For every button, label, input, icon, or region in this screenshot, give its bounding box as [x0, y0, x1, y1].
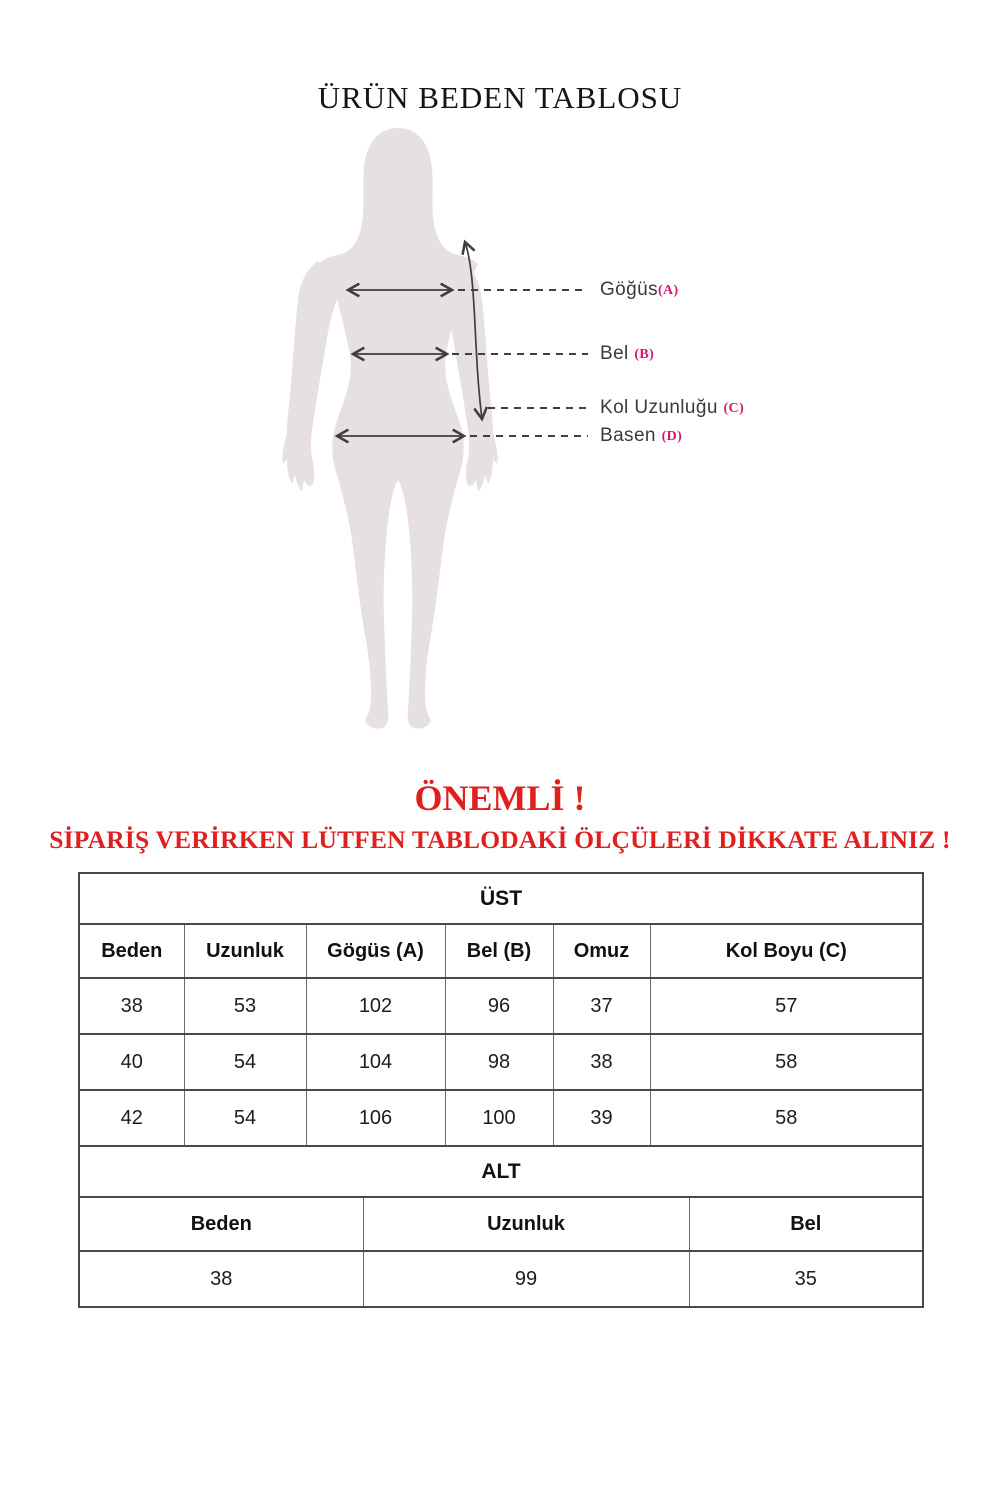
lower-size-table — [78, 1145, 924, 1308]
table-cell: 53 — [184, 978, 306, 1034]
column-header: Bel — [689, 1197, 923, 1251]
label-gogus-letter: (A) — [657, 283, 679, 298]
label-basen-text: Basen — [600, 425, 662, 446]
table-cell: 39 — [553, 1090, 650, 1146]
section-title-ust: ÜST — [79, 873, 923, 924]
table-row — [79, 1197, 923, 1251]
table-cell: 99 — [363, 1251, 689, 1307]
column-header: Gögüs (A) — [306, 924, 445, 978]
table-row — [79, 924, 923, 978]
label-kol-uzunlugu — [600, 397, 744, 419]
measurement-figure — [0, 118, 1000, 743]
table-row — [79, 1251, 923, 1307]
upper-size-table — [78, 872, 924, 1147]
table-cell: 38 — [79, 1251, 363, 1307]
table-row — [79, 1034, 923, 1090]
column-header: Beden — [79, 1197, 363, 1251]
label-kol-uzunlugu-text: Kol Uzunluğu — [600, 397, 724, 418]
column-header: Omuz — [553, 924, 650, 978]
label-basen-letter: (D) — [661, 429, 683, 444]
table-cell: 58 — [650, 1034, 923, 1090]
page-title: ÜRÜN BEDEN TABLOSU — [317, 80, 683, 115]
label-gogus-text: Göğüs — [600, 279, 658, 300]
column-header: Kol Boyu (C) — [650, 924, 923, 978]
table-cell: 38 — [79, 978, 184, 1034]
table-row — [79, 1146, 923, 1197]
section-title-alt: ALT — [79, 1146, 923, 1197]
table-row — [79, 978, 923, 1034]
label-bel-letter: (B) — [634, 347, 655, 362]
table-cell: 57 — [650, 978, 923, 1034]
table-cell: 35 — [689, 1251, 923, 1307]
table-cell: 100 — [445, 1090, 553, 1146]
column-header: Beden — [79, 924, 184, 978]
table-cell: 42 — [79, 1090, 184, 1146]
table-cell: 106 — [306, 1090, 445, 1146]
label-bel-text: Bel — [600, 343, 635, 364]
warning-message: SİPARİŞ VERİRKEN LÜTFEN TABLODAKİ ÖLÇÜLERİ DİKKATE ALINIZ ! — [49, 825, 951, 854]
table-cell: 58 — [650, 1090, 923, 1146]
column-header: Uzunluk — [363, 1197, 689, 1251]
table-cell: 38 — [553, 1034, 650, 1090]
table-cell: 37 — [553, 978, 650, 1034]
size-chart-page — [0, 80, 1000, 1308]
table-cell: 40 — [79, 1034, 184, 1090]
table-row — [79, 1090, 923, 1146]
table-cell: 96 — [445, 978, 553, 1034]
label-kol-uzunlugu-letter: (C) — [723, 401, 745, 416]
table-cell: 54 — [184, 1034, 306, 1090]
important-heading: ÖNEMLİ ! — [414, 778, 586, 818]
column-header: Uzunluk — [184, 924, 306, 978]
silhouette-left-arm — [282, 261, 340, 491]
table-cell: 104 — [306, 1034, 445, 1090]
table-cell: 54 — [184, 1090, 306, 1146]
label-bel — [600, 343, 654, 365]
table-cell: 102 — [306, 978, 445, 1034]
table-cell: 98 — [445, 1034, 553, 1090]
table-row — [79, 873, 923, 924]
size-tables — [78, 872, 922, 1308]
label-gogus — [600, 279, 679, 301]
label-basen — [600, 425, 682, 447]
female-silhouette — [318, 128, 478, 729]
body-measurement-diagram — [0, 118, 1000, 743]
column-header: Bel (B) — [445, 924, 553, 978]
